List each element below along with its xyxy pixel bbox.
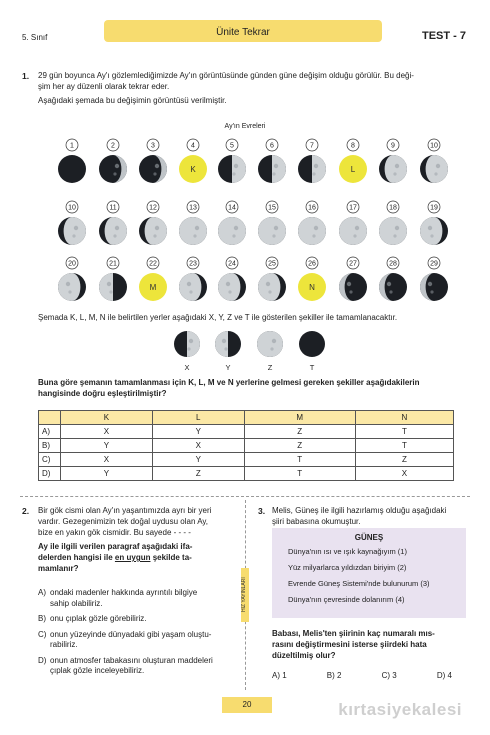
- moon-phase-icon: [58, 273, 86, 301]
- question-2-prompt: [38, 541, 238, 574]
- crater: [272, 339, 276, 343]
- moon-lit-part: [339, 217, 367, 245]
- page-title-banner: [104, 20, 382, 42]
- crater: [314, 226, 318, 230]
- crater: [153, 172, 156, 175]
- question-3-number: 3.: [258, 506, 266, 516]
- grade-label: 5. Sınıf: [22, 33, 48, 42]
- phase-number: 18: [389, 204, 397, 212]
- option-label: D): [39, 467, 61, 481]
- moon-phase-icon: [420, 273, 448, 301]
- crater: [226, 282, 230, 286]
- question-1-prompt: [38, 377, 478, 399]
- phase-number: 24: [228, 260, 236, 268]
- option-key: A): [38, 588, 46, 597]
- phase-number: 21: [109, 260, 117, 268]
- q3-prompt-line: Babası, Melis'ten şiirinin kaç numaralı mıs-: [272, 629, 435, 638]
- moon-phase-icon: [339, 155, 367, 183]
- option-key: B): [38, 614, 46, 623]
- phase-number: 25: [268, 260, 276, 268]
- q2-line: bize en yakın gök cismidir. Bu sayede - - - -: [38, 528, 191, 537]
- moon-phase-icon: [258, 155, 286, 183]
- phase-number: 8: [351, 142, 355, 150]
- option-text: rabiliriz.: [50, 640, 78, 649]
- crater: [266, 282, 270, 286]
- moon-phase-icon: [420, 155, 448, 183]
- q1-line: şim her ay düzenli olarak tekrar eder.: [38, 82, 170, 91]
- moon-phase-icon: [218, 217, 246, 245]
- moon-lit-part: [218, 217, 246, 245]
- table-cell: Z: [152, 467, 244, 481]
- phase-number: 20: [68, 260, 76, 268]
- crater: [107, 282, 111, 286]
- option-text: onun atmosfer tabakasını oluşturan maddeleri: [50, 655, 213, 665]
- crater: [268, 290, 271, 293]
- option-c[interactable]: C) 3: [381, 671, 397, 680]
- table-corner: [39, 411, 61, 425]
- phase-number: 26: [308, 260, 316, 268]
- poem-line: Dünya'nın çevresinde dolanırım (4): [288, 595, 405, 604]
- phase-number: 27: [349, 260, 357, 268]
- table-row[interactable]: [39, 425, 454, 439]
- q2-prompt-line: delerden hangisi ile en uygun şekilde ta-: [38, 553, 192, 562]
- crater: [68, 290, 71, 293]
- placeholder-letter: K: [190, 165, 196, 174]
- placeholder-letter: M: [149, 283, 157, 292]
- moon-phase-svg: [0, 134, 490, 304]
- crater: [274, 226, 278, 230]
- crater: [355, 226, 359, 230]
- q3-line: şiiri babasına okumuştur.: [272, 517, 361, 526]
- crater: [115, 226, 119, 230]
- publisher-side-tab: HIZ YAYINLARI: [241, 568, 249, 622]
- moon-phase-icon: [99, 273, 127, 301]
- q1-prompt-line: Buna göre şemanın tamamlanması için K, L, M ve N yerlerine gelmesi gereken şekiller aşağıdakilerin: [38, 378, 420, 387]
- phase-number: 29: [430, 260, 438, 268]
- crater: [234, 164, 238, 168]
- moon-phase-icon: [379, 155, 407, 183]
- table-cell: T: [355, 439, 453, 453]
- phase-number: 7: [310, 142, 314, 150]
- crater: [187, 347, 190, 350]
- crater: [222, 339, 226, 343]
- placeholder-letter: N: [309, 283, 315, 292]
- moon-phase-icon: [139, 155, 167, 183]
- crater: [428, 282, 432, 286]
- answer-shapes: [0, 328, 490, 372]
- phase-number: 10: [430, 142, 438, 150]
- moon-lit-part: [426, 155, 448, 183]
- option-b[interactable]: [38, 614, 243, 625]
- crater: [195, 226, 199, 230]
- phase-number: 12: [149, 204, 157, 212]
- option-d[interactable]: D) 4: [436, 671, 452, 680]
- moon-phase-icon: [258, 217, 286, 245]
- crater: [270, 347, 273, 350]
- phase-number: 14: [228, 204, 236, 212]
- crater: [395, 164, 399, 168]
- option-c[interactable]: [38, 630, 243, 651]
- crater: [113, 234, 116, 237]
- question-3-text: [272, 505, 472, 527]
- phase-number: 11: [109, 204, 117, 212]
- option-text: onun yüzeyinde dünyadaki gibi yaşam oluştu-: [50, 629, 212, 639]
- crater: [115, 164, 119, 168]
- phase-number: 9: [391, 142, 395, 150]
- crater: [189, 339, 193, 343]
- answer-table: [38, 410, 454, 481]
- moon-phase-icon: [218, 155, 246, 183]
- shape-label: T: [309, 363, 315, 372]
- moon-phase-icon: [179, 155, 207, 183]
- q1-line: Aşağıdaki şemada bu değişimin görüntüsü verilmiştir.: [38, 96, 227, 105]
- q1-line: 29 gün boyunca Ay'ı gözlemlediğimizde Ay'ın görüntüsünde günden güne değişim olduğu görülür. Bu deği-: [38, 71, 414, 80]
- table-cell: Z: [244, 425, 355, 439]
- moon-phase-icon: [139, 273, 167, 301]
- crater: [234, 226, 238, 230]
- crater: [395, 226, 399, 230]
- phase-number: 22: [149, 260, 157, 268]
- emphasis-underline: en uygun: [114, 553, 151, 562]
- moon-phase-icon: [258, 273, 286, 301]
- phase-number: 5: [230, 142, 234, 150]
- crater: [72, 234, 75, 237]
- moon-lit-part: [64, 217, 86, 245]
- phase-number: 15: [268, 204, 276, 212]
- phase-number: 1: [70, 142, 74, 150]
- moon-lit-part: [232, 155, 246, 183]
- crater: [428, 226, 432, 230]
- option-key: C): [38, 629, 47, 639]
- crater: [224, 347, 227, 350]
- table-row[interactable]: [39, 453, 454, 467]
- poem-line: Dünya'nın ısı ve ışık kaynağıyım (1): [288, 547, 407, 556]
- crater: [430, 290, 433, 293]
- option-label: B): [39, 439, 61, 453]
- phase-number: 2: [111, 142, 115, 150]
- option-text: çıplak gözle inceleyebiliriz.: [50, 666, 145, 675]
- q2-line: Bir gök cismi olan Ay'ın yaşantımızda ayrı bir yeri: [38, 506, 212, 515]
- crater: [436, 164, 440, 168]
- option-text: ondaki madenler hakkında ayrıntılı bilgiye: [50, 588, 198, 597]
- table-cell: X: [61, 453, 153, 467]
- table-cell: Z: [355, 453, 453, 467]
- q3-prompt-line: rasını değiştirmesini isterse şiirdeki hata: [272, 640, 427, 649]
- crater: [393, 172, 396, 175]
- moon-phase-icon: [58, 217, 86, 245]
- poem-line: Yüz milyarlarca yıldızdan biriyim (2): [288, 563, 407, 572]
- moon-phase-icon: [298, 273, 326, 301]
- q1-prompt-line: hangisinde doğru eşleştirilmiştir?: [38, 389, 167, 398]
- crater: [189, 290, 192, 293]
- moon-lit-part: [179, 273, 201, 301]
- moon-lit-part: [187, 331, 200, 357]
- crater: [193, 234, 196, 237]
- moon-lit-part: [379, 217, 407, 245]
- poem-box: [272, 528, 466, 618]
- option-text: onu çıplak gözle görebiliriz.: [50, 614, 147, 623]
- crater: [353, 234, 356, 237]
- moon-dark: [58, 155, 86, 183]
- crater: [349, 290, 352, 293]
- moon-lit-part: [179, 217, 207, 245]
- moon-phase-icon: [99, 217, 127, 245]
- moon-phase-icon: [99, 155, 127, 183]
- table-header: K: [61, 411, 153, 425]
- moon-lit-part: [257, 331, 283, 357]
- crater: [347, 282, 351, 286]
- moon-lit-part: [385, 155, 407, 183]
- crater: [113, 172, 116, 175]
- q3-prompt-line: düzeltilmiş olur?: [272, 651, 336, 660]
- placeholder-letter: L: [350, 165, 356, 174]
- moon-phase-icon: [339, 273, 367, 301]
- moon-lit-part: [298, 217, 326, 245]
- moon-phase-diagram: [0, 134, 490, 304]
- watermark: kırtasiyekalesi: [338, 700, 462, 719]
- phase-number: 10: [68, 204, 76, 212]
- table-header: M: [244, 411, 355, 425]
- page-title: Ünite Tekrar: [216, 27, 270, 38]
- table-cell: X: [355, 467, 453, 481]
- table-header: N: [355, 411, 453, 425]
- poem-line: Evrende Güneş Sistemi'nde bulunurum (3): [288, 579, 430, 588]
- option-key: D): [38, 655, 47, 665]
- option-a[interactable]: [38, 588, 243, 609]
- crater: [393, 234, 396, 237]
- moon-phase-icon: [179, 273, 207, 301]
- crater: [272, 172, 275, 175]
- moon-phase-icon: [139, 217, 167, 245]
- moon-lit-part: [145, 217, 167, 245]
- phase-number: 16: [308, 204, 316, 212]
- table-cell: Y: [152, 453, 244, 467]
- moon-phase-icon: [298, 217, 326, 245]
- moon-phase-icon: [58, 155, 86, 183]
- crater: [434, 172, 437, 175]
- phase-number: 19: [430, 204, 438, 212]
- crater: [430, 234, 433, 237]
- question-3-prompt: [272, 628, 472, 661]
- answer-shapes-svg: [0, 328, 490, 372]
- table-cell: T: [244, 453, 355, 467]
- question-2-number: 2.: [22, 506, 30, 516]
- phase-number: 17: [349, 204, 357, 212]
- option-b[interactable]: B) 2: [326, 671, 342, 680]
- table-cell: Y: [152, 425, 244, 439]
- crater: [232, 234, 235, 237]
- q2-prompt-line: mamlanır?: [38, 564, 79, 573]
- table-cell: X: [61, 425, 153, 439]
- crater: [389, 290, 392, 293]
- moon-phase-icon: [379, 273, 407, 301]
- question-2-text: [38, 505, 238, 574]
- q3-line: Melis, Güneş ile ilgili hazırlamış olduğu aşağıdaki: [272, 506, 447, 515]
- phase-number: 13: [189, 204, 197, 212]
- moon-lit-part: [105, 217, 127, 245]
- crater: [66, 282, 70, 286]
- crater: [232, 172, 235, 175]
- q2-prompt-line: Ay ile ilgili verilen paragraf aşağıdaki ifa-: [38, 542, 193, 551]
- table-cell: T: [355, 425, 453, 439]
- moon-phase-icon: [215, 331, 241, 357]
- fill-instruction: Şemada K, L, M, N ile belirtilen yerler aşağıdaki X, Y, Z ve T ile gösterilen şekiller ile tamamlanacaktır.: [38, 313, 398, 322]
- table-header: L: [152, 411, 244, 425]
- moon-lit-part: [258, 273, 280, 301]
- crater: [274, 164, 278, 168]
- question-1-text: [38, 70, 468, 106]
- moon-phase-icon: [339, 217, 367, 245]
- option-label: A): [39, 425, 61, 439]
- option-text: sahip olabiliriz.: [50, 598, 103, 608]
- moon-dark: [299, 331, 325, 357]
- moon-lit-part: [258, 217, 286, 245]
- test-label: TEST - 7: [421, 30, 466, 42]
- moon-phase-icon: [174, 331, 200, 357]
- moon-lit-part: [420, 217, 442, 245]
- moon-phase-icon: [179, 217, 207, 245]
- moon-lit-part: [218, 273, 240, 301]
- page-number: 20: [222, 697, 272, 713]
- crater: [155, 164, 159, 168]
- phase-number: 28: [389, 260, 397, 268]
- table-row[interactable]: [39, 439, 454, 453]
- moon-phase-icon: [298, 155, 326, 183]
- section-divider: [20, 496, 470, 497]
- table-cell: Z: [244, 439, 355, 453]
- phase-number: 23: [189, 260, 197, 268]
- shape-label: Y: [225, 363, 231, 372]
- option-a[interactable]: A) 1: [272, 671, 287, 680]
- table-cell: T: [244, 467, 355, 481]
- q2-line: vardır. Gezegenimizin tek doğal uydusu olan Ay,: [38, 517, 209, 526]
- table-cell: Y: [61, 439, 153, 453]
- shape-label: Z: [267, 363, 273, 372]
- phase-number: 4: [191, 142, 195, 150]
- moon-lit-part: [272, 155, 286, 183]
- moon-phase-icon: [299, 331, 325, 357]
- diagram-title: Ay'ın Evreleri: [224, 123, 266, 130]
- option-label: C): [39, 453, 61, 467]
- shape-label: X: [184, 363, 190, 372]
- phase-number: 3: [151, 142, 155, 150]
- moon-phase-icon: [218, 273, 246, 301]
- moon-lit-part: [312, 155, 326, 183]
- crater: [155, 226, 159, 230]
- poem-title: GÜNEŞ: [354, 533, 384, 542]
- crater: [387, 282, 391, 286]
- option-d[interactable]: [38, 656, 243, 677]
- moon-lit-part: [58, 273, 80, 301]
- crater: [312, 234, 315, 237]
- table-cell: X: [152, 439, 244, 453]
- crater: [312, 172, 315, 175]
- moon-phase-icon: [379, 217, 407, 245]
- crater: [74, 226, 78, 230]
- moon-phase-icon: [257, 331, 283, 357]
- moon-lit-part: [99, 273, 113, 301]
- crater: [187, 282, 191, 286]
- moon-lit-part: [215, 331, 228, 357]
- question-3-options: [272, 671, 472, 682]
- table-cell: Y: [61, 467, 153, 481]
- moon-phase-icon: [420, 217, 448, 245]
- crater: [272, 234, 275, 237]
- phase-number: 6: [270, 142, 274, 150]
- table-row[interactable]: [39, 467, 454, 481]
- crater: [153, 234, 156, 237]
- crater: [109, 290, 112, 293]
- crater: [228, 290, 231, 293]
- crater: [314, 164, 318, 168]
- question-1-number: 1.: [22, 71, 30, 81]
- question-2-options: [38, 588, 243, 677]
